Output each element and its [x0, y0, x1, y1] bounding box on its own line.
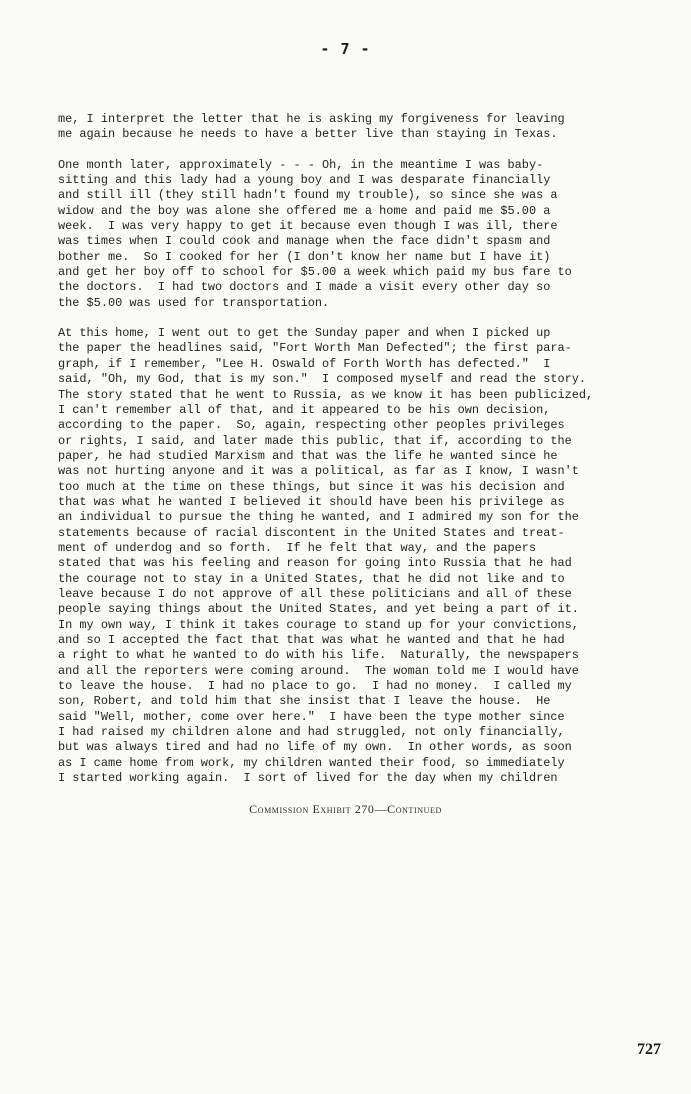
- paragraph-babysitting: [58, 158, 662, 311]
- text-line: according to the paper. So, again, respecting other peoples privileges: [58, 418, 565, 433]
- page-folio-number: 727: [637, 1041, 661, 1058]
- text-line: said, "Oh, my God, that is my son." I composed myself and read the story.: [58, 372, 587, 387]
- text-line: but was always tired and had no life of my own. In other words, as soon: [58, 740, 572, 755]
- text-line: I had raised my children alone and had struggled, not only financially,: [58, 725, 565, 740]
- text-line: the $5.00 was used for transportation.: [58, 295, 330, 310]
- text-line: me again because he needs to have a better live than staying in Texas.: [58, 127, 558, 142]
- text-line: or rights, I said, and later made this public, that if, according to the: [58, 433, 572, 448]
- text-line: paper, he had studied Marxism and that was the life he wanted since he: [58, 448, 558, 463]
- text-line: me, I interpret the letter that he is asking my forgiveness for leaving: [58, 112, 565, 126]
- text-line: was not hurting anyone and it was a political, as far as I know, I wasn't: [58, 464, 579, 479]
- text-line: and get her boy off to school for $5.00 a week which paid my bus fare to: [58, 265, 572, 280]
- text-line: and so I accepted the fact that that was what he wanted and that he had: [58, 633, 565, 647]
- text-line: graph, if I remember, "Lee H. Oswald of Forth Worth has defected." I: [58, 356, 551, 371]
- text-line: sitting and this lady had a young boy and I was desparate financially: [58, 173, 551, 188]
- text-line: statements because of racial discontent in the United States and treat-: [58, 525, 565, 540]
- text-line: said "Well, mother, come over here." I have been the type mother since: [58, 709, 565, 724]
- text-line: and still ill (they still hadn't found my trouble), so since she was a: [58, 188, 558, 203]
- text-line: too much at the time on these things, but since it was his decision and: [58, 479, 565, 494]
- text-line: to leave the house. I had no place to go. I had no money. I called my: [58, 679, 572, 694]
- text-line: stated that was his feeling and reason for going into Russia that he had: [58, 556, 572, 571]
- text-line: The story stated that he went to Russia, as we know it has been publicized,: [58, 387, 594, 402]
- typescript-body: [58, 112, 662, 801]
- text-line: the courage not to stay in a United States, that he did not like and to: [58, 571, 565, 586]
- text-line: At this home, I went out to get the Sunday paper and when I picked up: [58, 326, 551, 341]
- text-line: week. I was very happy to get it because even though I was ill, there: [58, 219, 558, 234]
- exhibit-caption: Commission Exhibit 270—Continued: [249, 802, 442, 816]
- text-line: that was what he wanted I believed it should have been his privilege as: [58, 494, 565, 509]
- text-line: the paper the headlines said, "Fort Worth Man Defected"; the first para-: [58, 341, 572, 356]
- text-line: leave because I do not approve of all these politicians and all of these: [58, 586, 572, 601]
- text-line: bother me. So I cooked for her (I don't know her name but I have it): [58, 249, 551, 264]
- text-line: as I came home from work, my children wanted their food, so immediately: [58, 755, 565, 770]
- text-line: the doctors. I had two doctors and I made a visit every other day so: [58, 280, 551, 295]
- text-line: ment of underdog and so forth. If he felt that way, and the papers: [58, 540, 537, 555]
- text-line: and all the reporters were coming around. The woman told me I would have: [58, 663, 579, 678]
- text-line: a right to what he wanted to do with his life. Naturally, the newspapers: [58, 648, 579, 663]
- text-line: In my own way, I think it takes courage to stand up for your convictions,: [58, 617, 579, 632]
- text-line: I started working again. I sort of lived for the day when my children: [58, 771, 558, 786]
- page-number-top: - 7 -: [320, 40, 371, 58]
- paragraph-defection-news: [58, 326, 662, 786]
- text-line: an individual to pursue the thing he wanted, and I admired my son for the: [58, 510, 579, 525]
- text-line: was times when I could cook and manage when the face didn't spasm and: [58, 234, 551, 249]
- text-line: people saying things about the United States, and yet being a part of it.: [58, 602, 579, 617]
- text-line: One month later, approximately - - - Oh, in the meantime I was baby-: [58, 157, 544, 172]
- text-line: widow and the boy was alone she offered me a home and paid me $5.00 a: [58, 203, 551, 218]
- text-line: son, Robert, and told him that she insist that I leave the house. He: [58, 694, 551, 709]
- text-line: I can't remember all of that, and it appeared to be his own decision,: [58, 402, 551, 417]
- paragraph-letter-interpretation: [58, 112, 662, 143]
